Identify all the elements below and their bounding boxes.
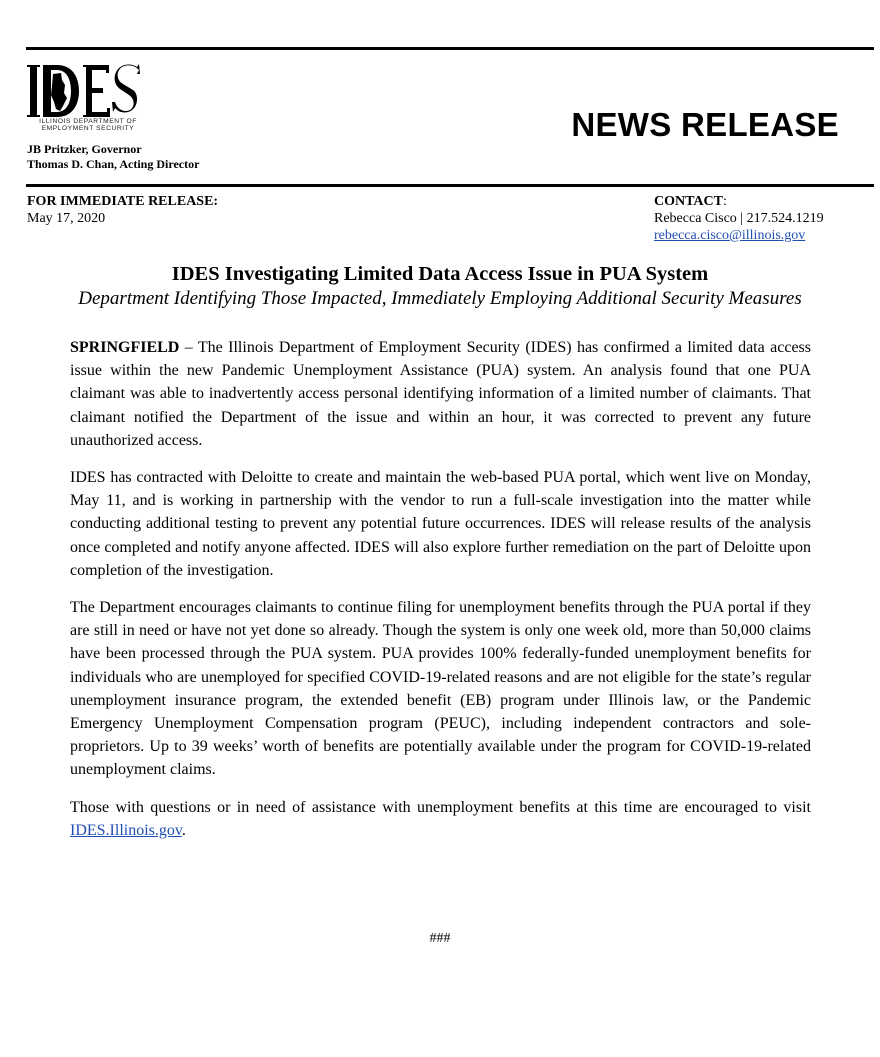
paragraph-3: The Department encourages claimants to continue filing for unemployment benefits through the PUA portal if they are still in need or have not yet done so already. Though the system is only one week old, more than 50,000 claims have been processed through the PUA system. PUA provides 100% federally-funded unemployment benefits for individuals who are unemployed for specified COVID-19-related reasons and are not eligible for the state’s regular unemployment insurance program, the extended benefit (EB) program under Illinois law, or the Pandemic Emergency Unemployment Compensation program (PEUC), including independent contractors and sole-proprietors. Up to 39 weeks’ worth of benefits are potentially available under the program for COVID-19-related unemployment claims. [70,599,811,779]
officials-block [27,142,199,171]
subheadline: Department Identifying Those Impacted, Immediately Employing Additional Security Measures [78,288,802,309]
governor-name: JB Pritzker, Governor [27,142,142,156]
headline: IDES Investigating Limited Data Access Issue in PUA System [171,263,709,285]
release-label: FOR IMMEDIATE RELEASE: [27,194,219,209]
paragraph-4-end: . [181,821,186,839]
logo-subtitle-line2: EMPLOYMENT SECURITY [41,125,135,132]
release-info [27,193,218,227]
doc-type-title: NEWS RELEASE [571,106,839,143]
ides-logo [27,62,149,134]
paragraph-1 [70,336,811,452]
contact-colon: : [722,194,727,209]
director-name: Thomas D. Chan, Acting Director [27,156,200,171]
paragraph-4 [70,796,811,842]
paragraph-1-text: – The Illinois Department of Employment Security (IDES) has confirmed a limited data access issue within the new Pandemic Unemployment Assistance (PUA) system. An analysis found that one PUA claimant was able to inadvertently access personal identifying information of a limited number of claimants. That claimant notified the Department of the issue and within an hour, it was corrected to prevent any future unauthorized access. [70,339,811,449]
article-body [70,336,811,856]
logo-subtitle-line1: ILLINOIS DEPARTMENT OF [39,118,137,125]
header-rule [26,184,874,187]
ides-website-link[interactable]: IDES.Illinois.gov [70,821,182,839]
ides-logo-mark [27,62,149,118]
dateline: SPRINGFIELD [70,339,180,356]
contact-info [654,193,824,244]
contact-name-phone: Rebecca Cisco | 217.524.1219 [654,211,824,226]
paragraph-2: IDES has contracted with Deloitte to create and maintain the web-based PUA portal, which went live on Monday, May 11, and is working in partnership with the vendor to run a full-scale investigation into the matter while conducting additional testing to prevent any potential future occurrences. IDES will release results of the analysis once completed and notify anyone affected. IDES will also explore further remediation on the part of Deloitte upon completion of the investigation. [70,469,811,579]
paragraph-4-text: Those with questions or in need of assistance with unemployment benefits at this time are encouraged to visit [70,798,811,816]
top-rule [26,47,874,50]
contact-email-link[interactable]: rebecca.cisco@illinois.gov [654,228,806,243]
contact-label: CONTACT [654,194,723,209]
release-date: May 17, 2020 [27,211,106,226]
end-mark: ### [429,931,451,946]
